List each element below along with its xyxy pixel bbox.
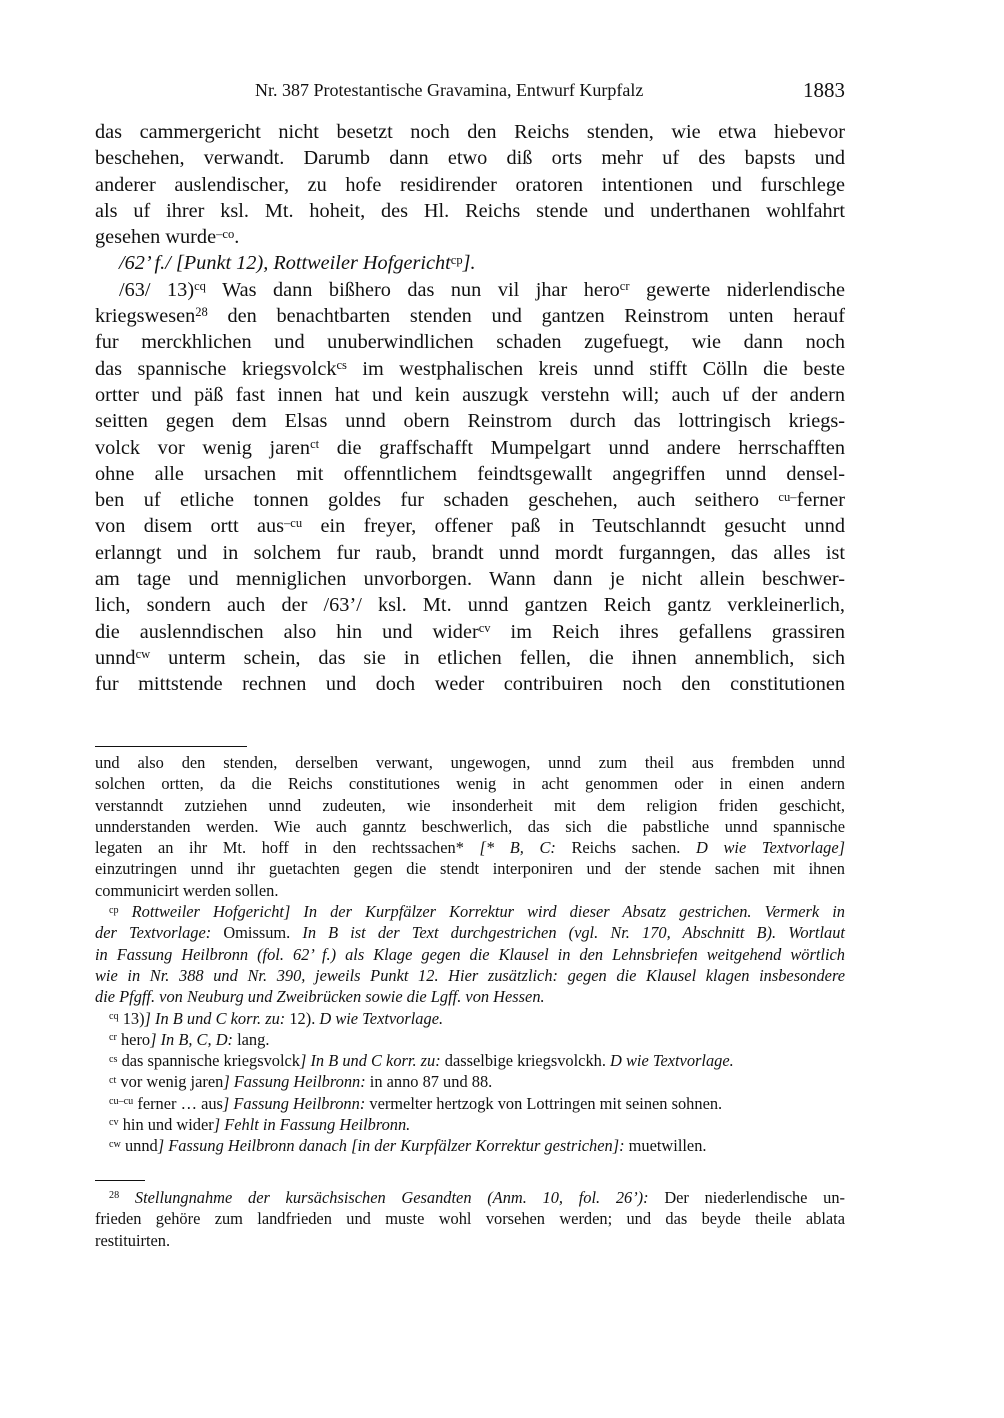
text-segment: In B ist der Text durchgestrichen (vgl. Nr. 170, Abschnitt B). Wortlaut — [302, 923, 845, 943]
text-segment: ] Fassung Heilbronn danach [in der Kurpfälzer Korrektur gestrichen]: — [157, 1136, 629, 1156]
text-segment: das spannische kriegsvolck — [95, 357, 337, 380]
text-line — [95, 119, 845, 145]
apparatus-rule — [95, 746, 247, 747]
footnote-line — [95, 1208, 845, 1229]
text-segment: vermelter hertzogk von Lottringen mit seinen sohnen. — [369, 1093, 723, 1113]
text-line — [95, 592, 845, 618]
text-segment: Der niederlendische un- — [664, 1188, 845, 1207]
text-line — [95, 224, 845, 250]
note-marker: cv — [478, 620, 491, 635]
text-line — [95, 329, 845, 355]
apparatus-line — [95, 944, 845, 965]
text-segment: communicirt werden sollen. — [95, 880, 279, 900]
text-segment: das spannische kriegsvolck — [117, 1051, 300, 1071]
note-marker: cr — [619, 279, 630, 294]
text-segment: wie in Nr. 388 und Nr. 390, jeweils Punkt 12. Hier zusätzlich: gegen die Klausel klagen insbesondere — [95, 965, 845, 985]
text-segment: erlanngt und in solchem fur raub, brandt unnd mordt furganngen, das alles ist — [95, 541, 845, 564]
text-segment: unnd — [95, 646, 136, 669]
text-segment: in Fassung Heilbronn (fol. 62’ f.) als Klage gegen die Klausel in den Lehnsbriefen weitgehend wörtlich — [95, 944, 845, 964]
text-line — [95, 645, 845, 671]
text-segment: ein freyer, offener paß in Teutschlanndt gesucht unnd — [302, 515, 845, 538]
text-line — [95, 277, 845, 303]
note-marker: cv — [109, 1117, 119, 1129]
apparatus-line — [95, 795, 845, 816]
text-segment: /62’ f./ [Punkt 12), Rottweiler Hofgericht — [119, 252, 451, 275]
text-segment: ortter und päß fast innen hat und kein auszugk verstehn will; auch uf der andern — [95, 383, 845, 406]
text-segment: 13) — [118, 1008, 145, 1028]
main-text — [95, 119, 845, 698]
note-marker: cs — [109, 1053, 118, 1065]
note-marker: –cu — [284, 515, 303, 530]
text-segment: als uf ihrer ksl. Mt. hoheit, des Hl. Reichs stende und underthanen wohlfahrt — [95, 199, 845, 222]
text-segment: die graffschafft Mumpelgart unnd andere herrschafften — [319, 436, 846, 459]
text-line — [95, 435, 845, 461]
text-line — [95, 540, 845, 566]
text-segment: frieden gehöre zum landfrieden und muste wohl vorsehen werden; und das beyde theile ablata — [95, 1209, 845, 1229]
text-segment: ferner — [796, 489, 845, 512]
text-line — [95, 408, 845, 434]
text-segment: Was dann bißhero das nun vil jhar hero — [205, 278, 620, 301]
text-segment: Rottweiler Hofgericht] In der Kurpfälzer Korrektur wird dieser Absatz gestrichen. Vermerk in — [118, 902, 845, 922]
text-segment: lang. — [237, 1029, 270, 1049]
text-segment: . — [234, 226, 240, 249]
note-marker: cw — [109, 1138, 121, 1150]
text-segment: und also den stenden, derselben verwant, ungewogen, unnd zum theil aus frembden unnd — [95, 753, 845, 772]
text-segment: ] Fassung Heilbronn: — [223, 1072, 370, 1092]
text-segment: verstanndt zutziehen unnd zudeuten, wie insonderheit mit dem religion friden geschicht, — [95, 795, 845, 815]
note-marker: ct — [109, 1074, 117, 1086]
text-segment: fur mittstende rechnen und doch weder contribuiren noch den constitutionen — [95, 673, 845, 696]
text-segment: anderer auslendischer, zu hofe residirender oratoren intentionen und furschlege — [95, 173, 845, 196]
text-segment: am tage und menniglichen unvorborgen. Wann dann je nicht allein beschwer- — [95, 568, 845, 591]
text-segment: 12). — [289, 1008, 320, 1028]
text-segment: /63/ 13) — [119, 278, 195, 301]
text-line — [95, 513, 845, 539]
text-segment: das cammergericht nicht besetzt noch den Reichs stenden, wie etwa hiebevor — [95, 121, 845, 143]
note-marker: cr — [109, 1032, 117, 1044]
running-header — [95, 78, 845, 106]
apparatus-line — [95, 773, 845, 794]
text-segment: im Reich ihres gefallens grassiren — [490, 620, 845, 643]
text-line — [95, 461, 845, 487]
text-segment: in anno 87 und 88. — [369, 1072, 493, 1092]
text-segment: legaten an ihr Mt. hoff in den rechtssachen* — [95, 838, 480, 858]
text-segment: kriegswesen — [95, 305, 196, 328]
text-segment — [119, 1188, 135, 1207]
text-line — [95, 250, 845, 276]
text-segment: D wie Textvorlage. — [319, 1008, 444, 1028]
text-segment: gewerte niderlendische — [629, 278, 846, 301]
text-segment: hero — [116, 1029, 151, 1049]
text-line — [95, 356, 845, 382]
text-segment: hin und wider — [118, 1115, 214, 1135]
text-segment: unnderstanden werden. Wie auch ganntz beschwerlich, das sich die pabstliche unnd spannische — [95, 816, 845, 836]
note-marker: –co — [216, 226, 235, 241]
text-segment: D wie Textvorlage. — [610, 1051, 734, 1071]
apparatus-line — [95, 965, 845, 986]
text-segment: volck vor wenig jaren — [95, 436, 311, 459]
text-segment: seitten gegen dem Elsas unnd obern Reinstrom durch das lottringisch kriegs- — [95, 410, 845, 433]
apparatus-line — [95, 752, 845, 773]
apparatus-line — [95, 1114, 845, 1135]
text-segment: ohne alle ursachen mit offenntlichem feindtsgewallt angegriffen unnd densel- — [95, 462, 845, 485]
footnote-line — [95, 1187, 845, 1208]
apparatus-line — [95, 986, 845, 1007]
apparatus-line — [95, 858, 845, 879]
apparatus-line — [95, 816, 845, 837]
apparatus-line — [95, 1135, 845, 1156]
text-line — [95, 619, 845, 645]
text-line — [95, 671, 845, 697]
apparatus-line — [95, 1029, 845, 1050]
text-segment: muetwillen. — [628, 1136, 707, 1156]
text-segment: die auslenndischen also hin und wider — [95, 620, 479, 643]
text-segment: Omissum. — [223, 923, 303, 943]
apparatus-line — [95, 901, 845, 922]
note-marker: cp — [450, 252, 463, 267]
text-segment: D wie Textvorlage] — [696, 838, 846, 858]
text-segment: von disem ortt aus — [95, 515, 285, 538]
apparatus-line — [95, 1071, 845, 1092]
text-segment: den benachtbarten stenden und gantzen Reinstrom unten herauf — [207, 305, 845, 328]
text-segment: restituirten. — [95, 1230, 171, 1250]
text-segment: fur merckhlichen und unuberwindlichen schaden zugefuegt, wie dann noch — [95, 331, 845, 354]
text-segment: vor wenig jaren — [116, 1072, 224, 1092]
text-line — [95, 566, 845, 592]
footnotes — [95, 1187, 845, 1251]
text-segment: [* B, C: — [479, 838, 572, 858]
text-segment: solchen ortten, da die Reichs constitutiones wenig in acht genommen oder in einen andern — [95, 774, 845, 794]
text-segment: ] Fehlt in Fassung Heilbronn. — [213, 1115, 411, 1135]
text-line — [95, 198, 845, 224]
text-segment: ] In B, C, D: — [150, 1029, 238, 1049]
text-segment: unterm schein, das sie in etlichen fellen, die ihnen annemblich, sich — [150, 646, 845, 669]
note-marker: ct — [310, 436, 320, 451]
page-number: 1883 — [803, 78, 845, 102]
note-marker: 28 — [109, 1190, 120, 1202]
apparatus-line — [95, 880, 845, 901]
apparatus-line — [95, 1093, 845, 1114]
note-marker: 28 — [195, 305, 208, 320]
note-marker: cu– — [778, 489, 797, 504]
text-line — [95, 172, 845, 198]
text-segment: Reichs sachen. — [571, 838, 697, 858]
text-segment: ]. — [462, 252, 476, 275]
text-segment: lich, sondern auch der /63’/ ksl. Mt. unnd gantzen Reich gantz verkleinerlich, — [95, 594, 845, 617]
text-line — [95, 382, 845, 408]
note-marker: cp — [109, 904, 119, 916]
apparatus-line — [95, 1050, 845, 1071]
footnote-rule — [95, 1180, 145, 1181]
apparatus-line — [95, 922, 845, 943]
text-segment: ] In B und C korr. zu: — [144, 1008, 290, 1028]
text-segment: unnd — [120, 1136, 158, 1156]
text-segment: die Pfgff. von Neuburg und Zweibrücken sowie die Lgff. von Hessen. — [95, 987, 545, 1007]
note-marker: cs — [336, 358, 347, 373]
text-segment: gesehen wurde — [95, 226, 217, 249]
note-marker: cu–cu — [109, 1096, 134, 1108]
text-segment: der Textvorlage: — [95, 923, 224, 943]
text-segment: ] Fassung Heilbronn: — [222, 1093, 370, 1113]
text-segment: beschehen, verwandt. Darumb dann etwo diß orts mehr uf des bapsts und — [95, 147, 845, 170]
running-title: Nr. 387 Protestantische Gravamina, Entwurf Kurpfalz — [255, 80, 644, 100]
apparatus-line — [95, 837, 845, 858]
note-marker: cq — [109, 1011, 119, 1022]
text-segment: im westphalischen kreis unnd stifft Cölln die beste — [346, 357, 845, 380]
text-segment: ben uf etliche tonnen goldes fur schaden geschehen, auch seithero — [95, 489, 779, 512]
text-line — [95, 145, 845, 171]
critical-apparatus — [95, 752, 845, 1157]
text-segment: einzutringen unnd ihr guetachten gegen die stendt interponiren und der stende sachen mit ihnen — [95, 859, 845, 879]
note-marker: cq — [194, 279, 206, 294]
text-segment: ferner … aus — [133, 1093, 223, 1113]
apparatus-line — [95, 1008, 845, 1029]
text-segment: ] In B und C korr. zu: — [300, 1051, 445, 1071]
text-segment: Stellungnahme der kursächsischen Gesandten (Anm. 10, fol. 26’): — [134, 1188, 665, 1207]
footnote-line — [95, 1230, 845, 1251]
text-line — [95, 487, 845, 513]
text-line — [95, 303, 845, 329]
note-marker: cw — [135, 647, 151, 662]
text-segment: dasselbige kriegsvolckh. — [444, 1051, 611, 1071]
